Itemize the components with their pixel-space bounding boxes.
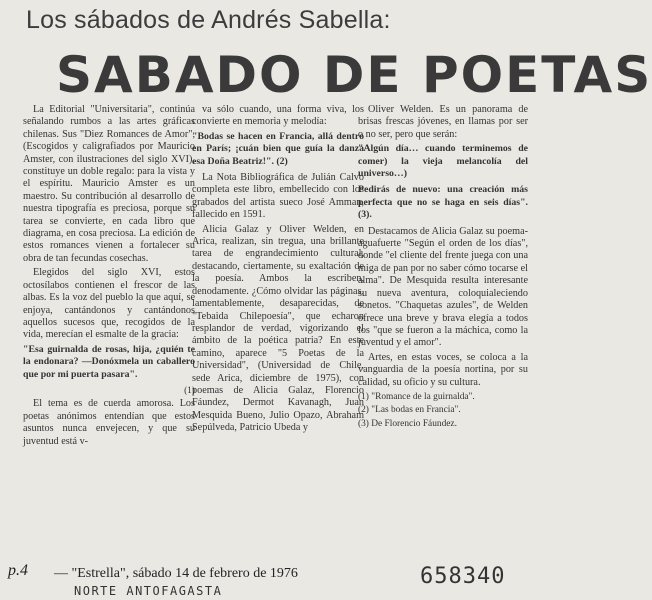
- paragraph: Elegidos del siglo XVI, estos octosílabos contienen el frescor de las albas. Es la voz del pueblo la que aquí, se enjoya, cantándonos y cantándonos aquellos sucesos que, recogidos de la vida, merecían el esmalte de la gracia:: [23, 267, 195, 341]
- verse-quote: "Bodas se hacen en Francia, allá dentro en París; ¡cuán bien que guía la danza esa Doña Beatriz!". (2): [192, 130, 364, 167]
- paragraph: La Editorial "Universitaria", continúa señalando rumbos a las artes gráficas chilenas. Sus "Diez Romances de Amor", (Escogidos y caligrafiados por Mauricio Amster, con ilustraciones del siglo XVI), constituye un doble regalo: para la vista y el espíritu. Mauricio Amster es un maestro. Su contribución al desarrollo de nuestra tipografía es preciosa, porque su tarea se convierte, en cada libro que diagrama, en cosa preciosa. La edición de estos romances vienen a fortalecer su obra de tan fecundas cosechas.: [23, 104, 195, 264]
- kicker-title: Los sábados de Andrés Sabella:: [26, 6, 391, 34]
- page-reference: p.4: [8, 562, 28, 579]
- article-column-3: [358, 104, 528, 552]
- headline: SABADO DE POETAS: [56, 46, 652, 104]
- paragraph: El tema es de cuerda amorosa. Los poetas anónimos entendían que estos asuntos nunca envejecen, y que su juventud está v-: [23, 398, 195, 447]
- article-column-2: [192, 104, 364, 552]
- paragraph: Alicia Galaz y Oliver Welden, en Arica, realizan, sin tregua, una brillante tarea de engrandecimiento cultural, destacando, ciertamente, su exaltación de la poesía. Ambos la escriben, denodamente. ¿Cómo olvidar las páginas, lamentablemente, desaparecidas, de "Tebaida Chilepoesía", que echaron resplandor de verdad, vigorizando el ámbito de la poética patria? En este camino, aparece "5 Poetas de la Universidad", (Universidad de Chile, sede Arica, diciembre de 1975), con poemas de Alicia Galaz, Florencio Fáundez, Dermot Kavanagh, Juan Mesquida Bueno, Julio Opazo, Abraham Sepúlveda, Patricio Ubeda y: [192, 223, 364, 434]
- footnote-ref: (1): [184, 385, 195, 396]
- clipping-footer: [8, 562, 528, 598]
- footnote: (1) "Romance de la guirnalda".: [358, 391, 475, 402]
- article-column-1: [23, 104, 195, 552]
- footnote: (2) "Las bodas en Francia".: [358, 405, 461, 416]
- verse-quote: Pedirás de nuevo: una creación más perfecta que no se haga en seis días". (3).: [358, 184, 528, 221]
- verse-quote: "Esa guirnalda de rosas, hija, ¿quién te la endonara? —Donóxmela un caballero que por mi puerta pasara".: [23, 343, 195, 380]
- archive-number: 658340: [420, 564, 506, 589]
- source-label: NORTE ANTOFAGASTA: [74, 584, 223, 598]
- paragraph: va sólo cuando, una forma viva, los convierte en memoria y melodía:: [192, 104, 364, 128]
- paragraph: Artes, en estas voces, se coloca a la vanguardia de la poesía nortina, por su calidad, su oficio y su cultura.: [358, 351, 528, 388]
- paragraph: Oliver Welden. Es un panorama de brisas frescas jóvenes, en llamas por ser o no ser, pero que serán:: [358, 104, 528, 140]
- verse-quote: "Algún día… cuando terminemos de comer) la vieja melancolía del universo…): [358, 143, 528, 180]
- footnote: (3) De Florencio Fáundez.: [358, 418, 457, 429]
- paragraph: Destacamos de Alicia Galaz su poema-aguafuerte "Según el orden de los días", donde "el cliente del frente juega con una miga de pan por no saber cómo tocarse el alma". De Mesquida resulta interesante su nueva aventura, coloquialeciendo sonetos. "Chaquetas azules", de Welden ofrece una breve y brava elegía a todos los "que se fueron a la máchica, como la juventud y el amor".: [358, 225, 528, 349]
- dateline: — "Estrella", sábado 14 de febrero de 1976: [54, 566, 298, 581]
- paragraph: La Nota Bibliográfica de Julián Calvo completa este libro, embellecido con los grabados del artista sueco José Amman, fallecido en 1591.: [192, 172, 364, 221]
